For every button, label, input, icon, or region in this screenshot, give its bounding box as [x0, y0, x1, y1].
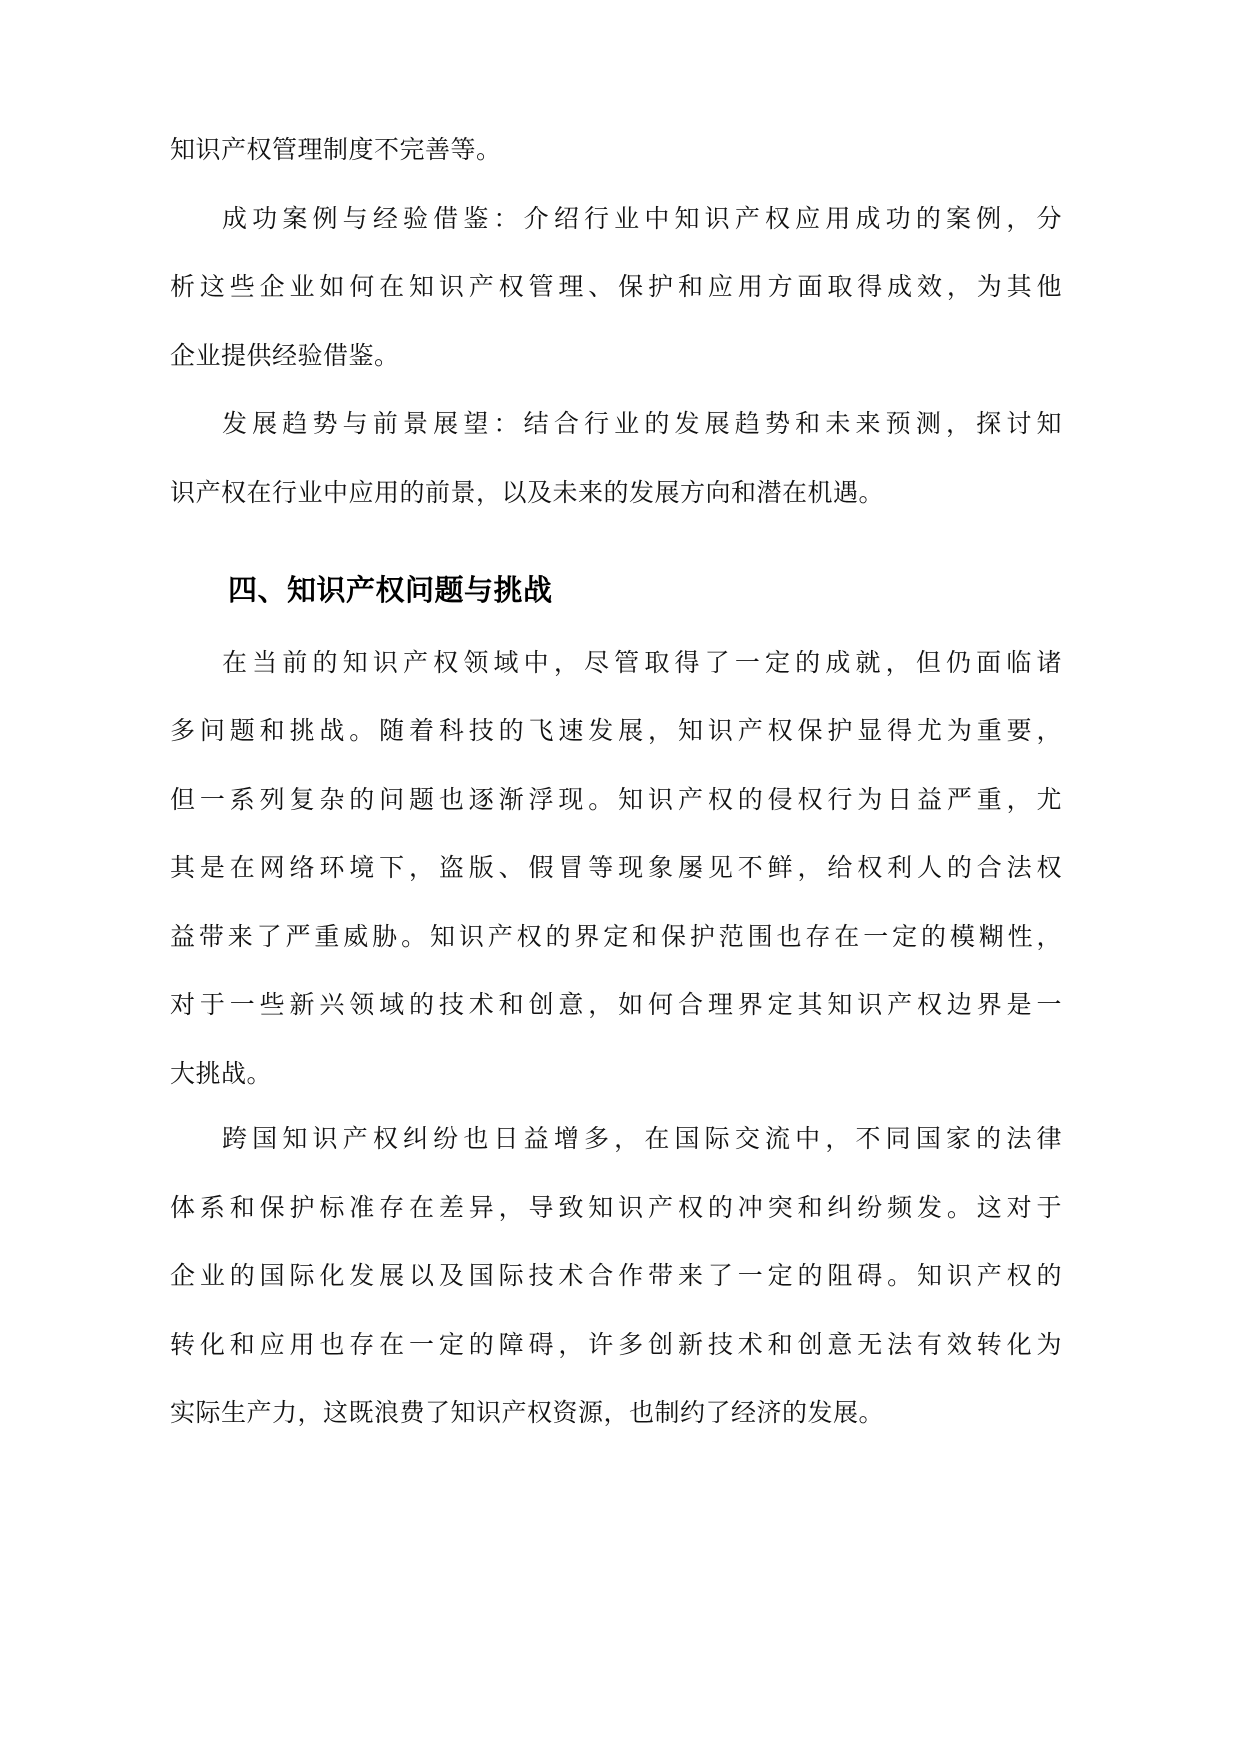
paragraph-line: 企业的国际化发展以及国际技术合作带来了一定的阻碍。知识产权的	[170, 1261, 1062, 1290]
paragraph-line: 在当前的知识产权领域中，尽管取得了一定的成就，但仍面临诸	[222, 647, 1062, 677]
section-heading: 四、知识产权问题与挑战	[228, 573, 553, 607]
paragraph-challenges	[170, 629, 1062, 1109]
paragraph-line: 对于一些新兴领域的技术和创意，如何合理界定其知识产权边界是一	[170, 990, 1062, 1019]
paragraph-trends-outlook	[170, 390, 1062, 527]
paragraph-line: 析这些企业如何在知识产权管理、保护和应用方面取得成效，为其他	[170, 272, 1062, 301]
paragraph-success-cases	[170, 185, 1062, 391]
paragraph-line: 转化和应用也存在一定的障碍，许多创新技术和创意无法有效转化为	[170, 1329, 1062, 1359]
paragraph-line: 大挑战。	[170, 1058, 273, 1088]
document-body	[170, 116, 1062, 1448]
paragraph-line: 体系和保护标准存在差异，导致知识产权的冲突和纠纷频发。这对于	[170, 1192, 1062, 1222]
paragraph-line: 益带来了严重威胁。知识产权的界定和保护范围也存在一定的模糊性，	[170, 921, 1062, 951]
paragraph-cross-border-disputes	[170, 1105, 1062, 1448]
paragraph-line: 企业提供经验借鉴。	[170, 340, 400, 370]
paragraph-line: 其是在网络环境下，盗版、假冒等现象屡见不鲜，给权利人的合法权	[170, 853, 1062, 882]
paragraph-continuation	[170, 116, 1062, 185]
paragraph-line: 多问题和挑战。随着科技的飞速发展，知识产权保护显得尤为重要，	[170, 716, 1062, 745]
paragraph-line: 实际生产力，这既浪费了知识产权资源，也制约了经济的发展。	[170, 1398, 885, 1427]
paragraph-line: 跨国知识产权纠纷也日益增多，在国际交流中，不同国家的法律	[222, 1124, 1062, 1153]
paragraph-line: 但一系列复杂的问题也逐渐浮现。知识产权的侵权行为日益严重，尤	[170, 784, 1062, 814]
paragraph-line: 发展趋势与前景展望：结合行业的发展趋势和未来预测，探讨知	[222, 409, 1062, 438]
paragraph-line: 知识产权管理制度不完善等。	[170, 135, 502, 164]
paragraph-line: 成功案例与经验借鉴：介绍行业中知识产权应用成功的案例，分	[222, 203, 1062, 233]
paragraph-line: 识产权在行业中应用的前景，以及未来的发展方向和潜在机遇。	[170, 477, 885, 507]
